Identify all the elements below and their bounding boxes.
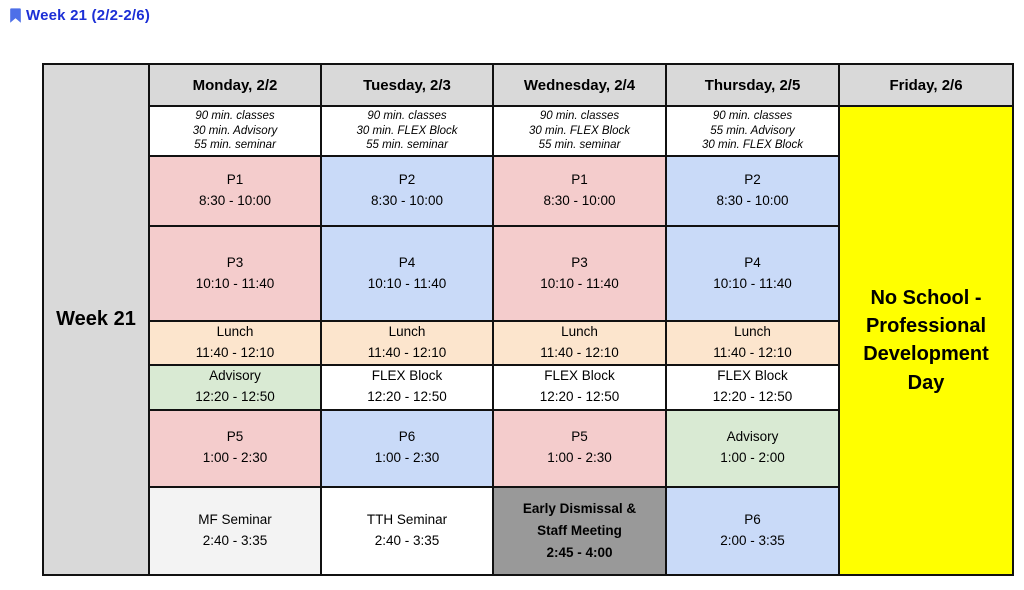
block-label: Advisory (726, 429, 779, 445)
block-label-line2: Staff Meeting (537, 523, 622, 539)
weekly-schedule-table (42, 63, 1014, 576)
info-line: 55 min. seminar (366, 139, 448, 152)
block-time: 2:45 - 4:00 (546, 544, 613, 560)
block-time: 11:40 - 12:10 (713, 344, 792, 360)
monday-p1-cell (149, 156, 321, 226)
info-line: 30 min. FLEX Block (356, 124, 458, 137)
block-label: P5 (226, 429, 244, 445)
block-label: P3 (571, 254, 588, 270)
day-header-monday: Monday, 2/2 (149, 64, 321, 106)
tuesday-flex-cell (321, 365, 493, 410)
block-time: 11:40 - 12:10 (540, 344, 619, 360)
block-label: P2 (398, 172, 416, 188)
block-time: 12:20 - 12:50 (712, 389, 793, 405)
monday-advisory-cell (149, 365, 321, 410)
wednesday-p3-cell (493, 226, 666, 321)
block-label: Advisory (209, 368, 261, 384)
block-time: 12:20 - 12:50 (539, 389, 620, 405)
wednesday-early-dismissal-cell (493, 487, 666, 575)
thursday-lunch-cell (666, 321, 839, 365)
week-label-cell: Week 21 (43, 64, 149, 575)
info-line: 55 min. seminar (538, 139, 621, 152)
block-label: P1 (571, 172, 588, 188)
block-label: Lunch (561, 324, 598, 339)
wednesday-lunch-cell (493, 321, 666, 365)
block-label: P6 (744, 511, 761, 527)
tuesday-tth-seminar-cell (321, 487, 493, 575)
info-line: 90 min. classes (195, 110, 275, 123)
block-time: 1:00 - 2:30 (374, 450, 440, 466)
friday-note-line: No School - (870, 286, 982, 309)
block-label: MF Seminar (198, 511, 272, 527)
block-time: 1:00 - 2:30 (202, 450, 268, 466)
wednesday-flex-cell (493, 365, 666, 410)
block-label: P4 (398, 254, 416, 270)
block-time: 1:00 - 2:30 (547, 450, 612, 466)
block-label: FLEX Block (544, 368, 615, 384)
block-label: Lunch (216, 324, 254, 339)
wednesday-p5-cell (493, 410, 666, 487)
block-time: 12:20 - 12:50 (367, 389, 447, 405)
info-line: 55 min. seminar (194, 139, 276, 152)
info-line: 90 min. classes (539, 110, 620, 123)
block-label: Early Dismissal & (522, 501, 637, 517)
tuesday-lunch-cell (321, 321, 493, 365)
block-time: 12:20 - 12:50 (195, 389, 275, 405)
block-time: 2:40 - 3:35 (202, 532, 268, 548)
block-time: 10:10 - 11:40 (713, 275, 792, 291)
block-label: P6 (398, 429, 416, 445)
info-line: 90 min. classes (712, 110, 793, 123)
block-label: P3 (226, 254, 244, 270)
info-line: 30 min. FLEX Block (529, 124, 630, 137)
block-label: Lunch (388, 324, 426, 339)
block-time: 11:40 - 12:10 (195, 344, 275, 360)
monday-mf-seminar-cell (149, 487, 321, 575)
day-header-tuesday: Tuesday, 2/3 (321, 64, 493, 106)
block-time: 8:30 - 10:00 (543, 193, 616, 208)
info-line: 30 min. Advisory (192, 124, 278, 137)
block-time: 8:30 - 10:00 (370, 193, 444, 208)
block-label: FLEX Block (371, 368, 443, 384)
tuesday-p6-cell (321, 410, 493, 487)
block-time: 8:30 - 10:00 (716, 193, 789, 208)
page-title[interactable]: Week 21 (2/2-2/6) (26, 7, 151, 24)
info-line: 90 min. classes (367, 110, 447, 123)
info-line: 30 min. FLEX Block (702, 139, 803, 152)
block-time: 10:10 - 11:40 (540, 275, 619, 291)
thursday-flex-cell (666, 365, 839, 410)
bookmark-icon (8, 7, 23, 24)
day-header-wednesday: Wednesday, 2/4 (493, 64, 666, 106)
monday-p5-cell (149, 410, 321, 487)
thursday-schedule-info (666, 106, 839, 156)
monday-lunch-cell (149, 321, 321, 365)
info-line: 55 min. Advisory (710, 124, 795, 137)
day-header-friday: Friday, 2/6 (839, 64, 1013, 106)
block-label: P5 (571, 429, 588, 445)
friday-no-school-cell (839, 106, 1013, 575)
block-label: FLEX Block (717, 368, 788, 384)
thursday-p4-cell (666, 226, 839, 321)
tuesday-schedule-info (321, 106, 493, 156)
block-label: P2 (744, 172, 761, 188)
block-time: 2:40 - 3:35 (374, 532, 440, 548)
block-time: 10:10 - 11:40 (195, 275, 275, 291)
friday-note-line: Development (863, 343, 989, 366)
block-label: P1 (226, 172, 244, 188)
friday-note-line: Professional (865, 315, 987, 338)
block-label: P4 (744, 254, 761, 270)
thursday-p6-cell (666, 487, 839, 575)
thursday-advisory-cell (666, 410, 839, 487)
block-time: 2:00 - 3:35 (720, 532, 785, 548)
thursday-p2-cell (666, 156, 839, 226)
day-header-thursday: Thursday, 2/5 (666, 64, 839, 106)
block-time: 8:30 - 10:00 (198, 193, 272, 208)
tuesday-p2-cell (321, 156, 493, 226)
block-time: 10:10 - 11:40 (367, 275, 447, 291)
tuesday-p4-cell (321, 226, 493, 321)
monday-p3-cell (149, 226, 321, 321)
wednesday-p1-cell (493, 156, 666, 226)
wednesday-schedule-info (493, 106, 666, 156)
block-label: Lunch (734, 324, 771, 339)
block-time: 1:00 - 2:00 (720, 450, 785, 466)
page-header (0, 0, 1024, 24)
block-label: TTH Seminar (366, 511, 448, 527)
monday-schedule-info (149, 106, 321, 156)
block-time: 11:40 - 12:10 (367, 344, 447, 360)
friday-note-line: Day (907, 371, 945, 394)
